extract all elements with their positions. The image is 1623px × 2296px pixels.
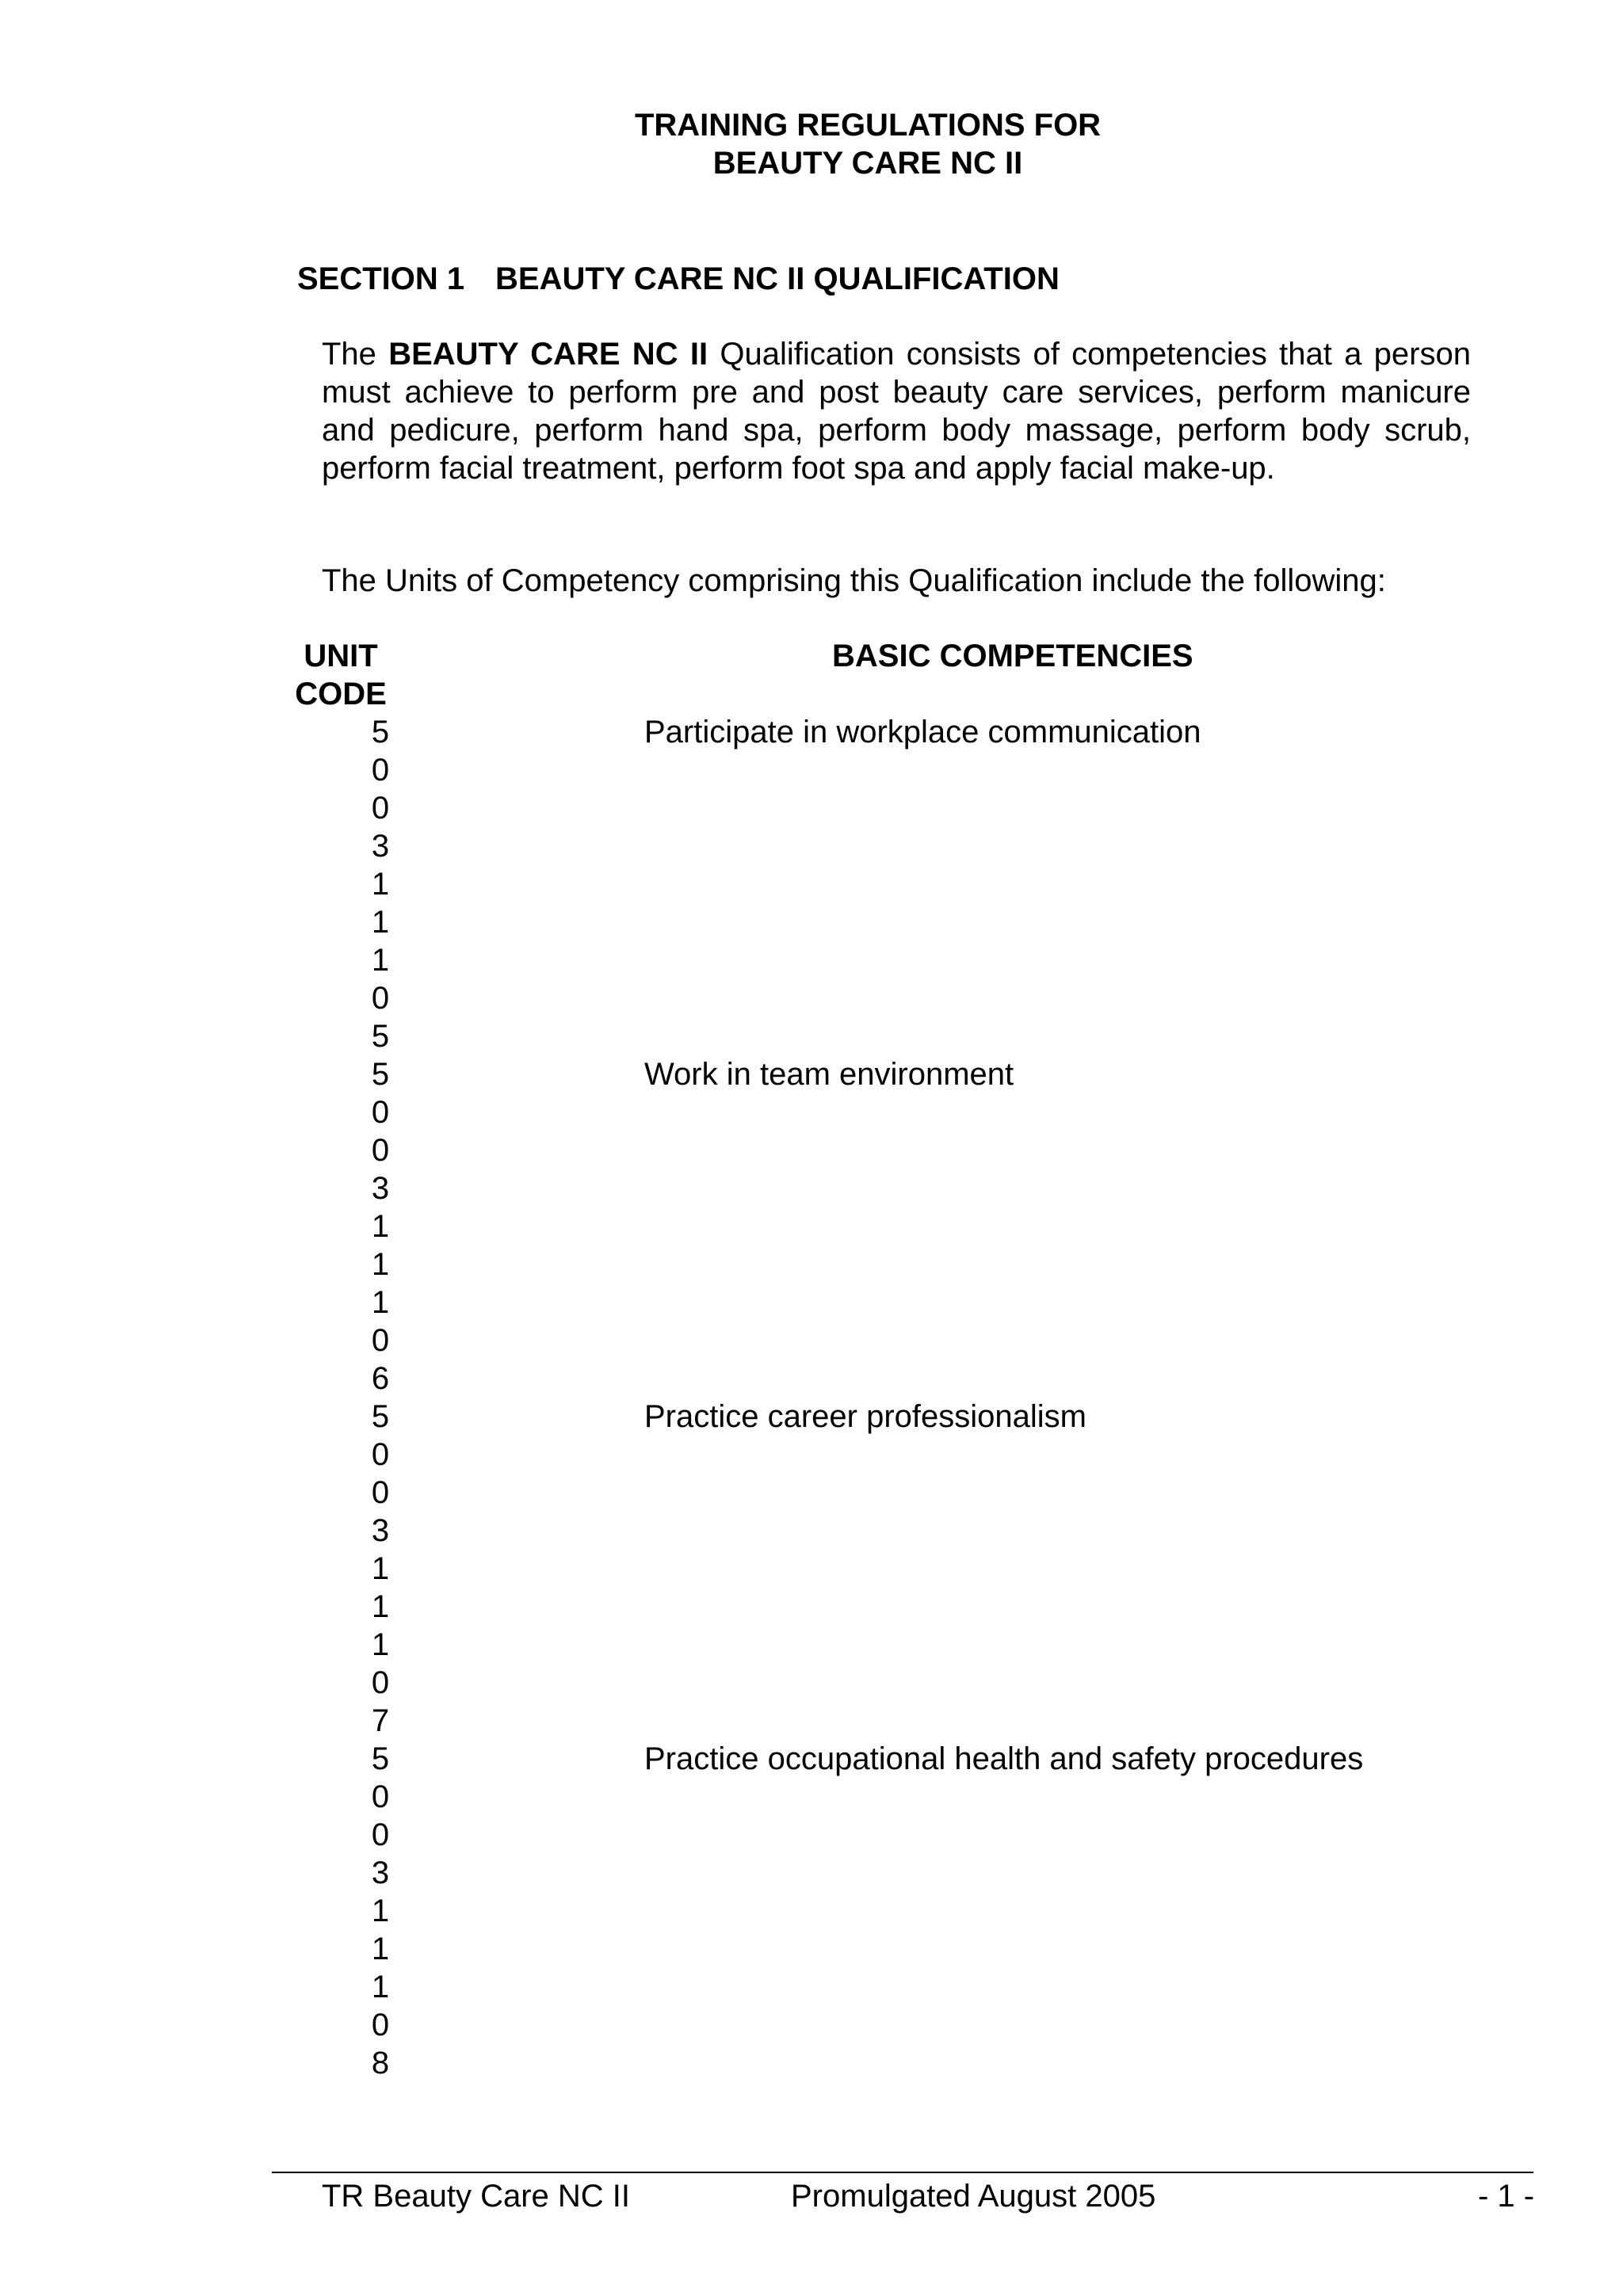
code-digit: 3 [371,829,390,864]
unit-code-header-line-2: CODE [295,677,387,711]
intro-lead: The [322,337,376,372]
unit-code-header-line-1: UNIT [304,639,378,673]
competency-title-2: Work in team environment [644,1057,1014,1092]
code-digit: 5 [371,1019,390,1054]
unit-code-3 [365,1398,396,1740]
code-digit: 0 [371,1779,390,1814]
code-digit: 7 [371,1703,390,1738]
code-digit: 0 [371,2008,390,2042]
footer-page-number: - 1 - [1478,2179,1535,2214]
code-digit: 5 [371,1399,390,1434]
code-digit: 0 [371,981,390,1016]
code-digit: 1 [371,1247,390,1282]
competency-title-1: Participate in workplace communication [644,715,1201,749]
code-digit: 1 [371,1970,390,2004]
units-intro: The Units of Competency comprising this Qualification include the following: [322,563,1386,598]
intro-text: Qualification consists of competencies that a person must achieve to perform pre and post beauty care services, perform manicure and pedicure, perform hand spa, perform body massage, perform body scrub, perform facial treatment, perform foot spa and apply facial make-up. [322,337,1471,486]
code-digit: 0 [371,1817,390,1852]
code-digit: 1 [371,1209,390,1244]
code-digit: 0 [371,1323,390,1358]
code-digit: 3 [371,1513,390,1548]
section-title: BEAUTY CARE NC II QUALIFICATION [495,261,1060,296]
code-digit: 3 [371,1855,390,1890]
code-digit: 1 [371,943,390,978]
competency-title-3: Practice career professionalism [644,1399,1086,1434]
code-digit: 0 [371,753,390,788]
code-digit: 0 [371,1095,390,1130]
code-digit: 1 [371,1589,390,1624]
document-title-line-2: BEAUTY CARE NC II [712,146,1023,181]
unit-code-header [285,637,396,713]
code-digit: 5 [371,1057,390,1092]
code-digit: 1 [371,1551,390,1586]
code-digit: 0 [371,1475,390,1510]
code-digit: 5 [371,1741,390,1776]
code-digit: 1 [371,867,390,902]
competency-title-4: Practice occupational health and safety procedures [644,1741,1364,1776]
unit-code-2 [365,1055,396,1398]
unit-code-1 [365,713,396,1055]
footer-promulgation-date: Promulgated August 2005 [791,2179,1156,2214]
intro-qualification-name: BEAUTY CARE NC II [388,337,708,372]
intro-paragraph [322,335,1471,487]
section-heading [297,260,1060,298]
section-number: SECTION 1 [297,261,465,296]
code-digit: 1 [371,1627,390,1662]
code-digit: 5 [371,715,390,749]
code-digit: 0 [371,1665,390,1700]
code-digit: 6 [371,1361,390,1396]
code-digit: 1 [371,1894,390,1928]
code-digit: 1 [371,1285,390,1320]
unit-code-4 [365,1740,396,2082]
code-digit: 0 [371,1133,390,1168]
code-digit: 1 [371,905,390,940]
code-digit: 0 [371,1437,390,1472]
footer-divider [272,2172,1533,2173]
code-digit: 3 [371,1171,390,1206]
code-digit: 1 [371,1932,390,1966]
basic-competencies-header: BASIC COMPETENCIES [832,639,1193,673]
code-digit: 0 [371,791,390,826]
code-digit: 8 [371,2046,390,2081]
footer-document-name: TR Beauty Care NC II [322,2179,631,2214]
document-title-line-1: TRAINING REGULATIONS FOR [634,108,1102,143]
